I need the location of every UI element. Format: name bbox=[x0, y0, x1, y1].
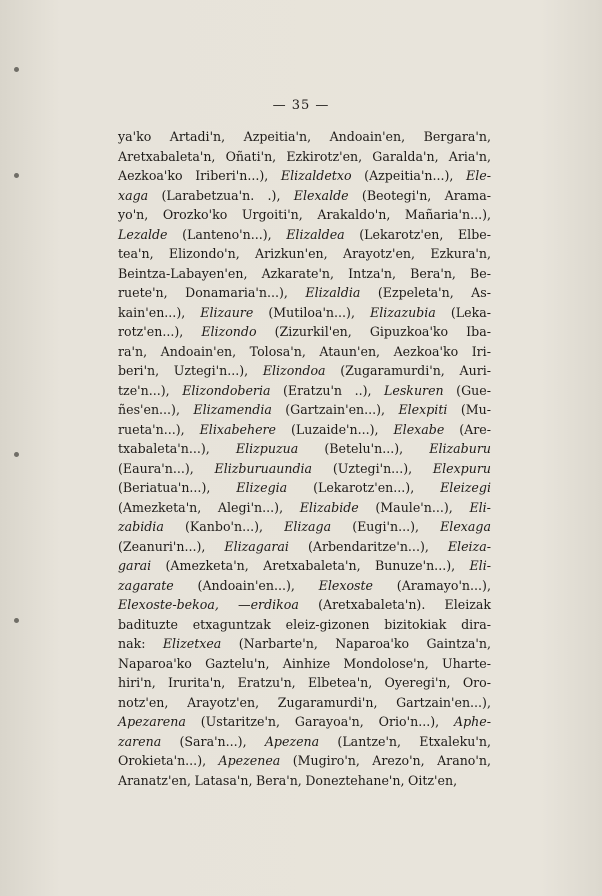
text-word: Eleiza- bbox=[447, 538, 491, 554]
text-word: Bergara'n, bbox=[423, 129, 491, 144]
text-word: Beintza-Labayen'en, bbox=[118, 265, 248, 281]
text-word: Elizaga bbox=[284, 519, 332, 534]
text-word: Elizaldea bbox=[286, 226, 345, 242]
text-word: (Larabetzua'n. bbox=[161, 187, 255, 203]
text-word: ñes'en...), bbox=[118, 402, 180, 417]
text-word: (Mu- bbox=[460, 402, 491, 417]
text-word: Orio'n...), bbox=[378, 714, 440, 729]
text-word: (Gue- bbox=[456, 382, 491, 398]
text-word: Artadi'n, bbox=[169, 129, 226, 144]
text-word: Aphe- bbox=[454, 714, 491, 729]
text-word: Tolosa'n, bbox=[249, 343, 306, 359]
text-word: Gaintza'n, bbox=[426, 636, 491, 651]
text-word: (Betelu'n...), bbox=[324, 441, 404, 456]
text-word: Elexalde bbox=[293, 187, 349, 203]
text-word: Eli- bbox=[469, 499, 491, 515]
text-word: Aretxabaleta'n, bbox=[118, 148, 216, 164]
text-word: (Sara'n...), bbox=[179, 733, 247, 749]
text-word: Aria'n, bbox=[448, 148, 491, 164]
text-word: (Are- bbox=[459, 421, 491, 437]
text-word: Iriberi'n...), bbox=[195, 168, 269, 183]
text-line bbox=[118, 225, 491, 245]
text-word: Gipuzkoa'ko bbox=[369, 324, 449, 339]
text-word: Latasa'n, bbox=[194, 772, 253, 788]
text-word: (Arbendaritze'n...), bbox=[307, 538, 429, 554]
text-word: Apezena bbox=[264, 733, 320, 749]
text-word: Elexpuru bbox=[432, 460, 491, 476]
body-text bbox=[118, 127, 491, 790]
text-word: Ataun'en, bbox=[319, 343, 381, 359]
text-line bbox=[118, 400, 491, 420]
text-word: Ezkura'n, bbox=[430, 246, 491, 261]
text-word: Iba- bbox=[466, 324, 491, 339]
text-line bbox=[118, 205, 491, 225]
text-word: Arizkun'en, bbox=[255, 246, 328, 261]
text-word: Elizegia bbox=[236, 480, 288, 495]
text-word: bizitokiak bbox=[384, 616, 447, 632]
text-word: (Eugi'n...), bbox=[352, 519, 419, 534]
text-line bbox=[118, 459, 491, 479]
text-word: Intza'n, bbox=[348, 265, 397, 281]
text-word: Elizaldia bbox=[305, 285, 361, 300]
text-word: dira- bbox=[461, 616, 491, 632]
text-word: beri'n, bbox=[118, 363, 160, 378]
text-word: Elexoste-bekoa, bbox=[118, 597, 219, 612]
text-word: Elizondoberia bbox=[182, 382, 271, 398]
text-word: Naparoa'ko bbox=[335, 636, 410, 651]
text-line bbox=[118, 712, 491, 732]
text-word: Apezarena bbox=[118, 714, 186, 729]
text-word: Ezkirotz'en, bbox=[286, 148, 363, 164]
text-word: (Lekarotz'en, bbox=[359, 226, 444, 242]
text-word: (Eratzu'n bbox=[283, 382, 343, 398]
text-word: xaga bbox=[118, 187, 149, 203]
text-word: Aezkoa'ko bbox=[118, 168, 183, 183]
text-line bbox=[118, 478, 491, 498]
text-word: Oñati'n, bbox=[225, 148, 277, 164]
text-word: Garalda'n, bbox=[372, 148, 439, 164]
text-word: Auri- bbox=[459, 363, 491, 378]
text-word: (Uztegi'n...), bbox=[332, 460, 413, 476]
text-line bbox=[118, 771, 491, 791]
text-word: (Zizurkil'en, bbox=[274, 324, 352, 339]
text-word: zarena bbox=[118, 733, 162, 749]
text-word: Elexabe bbox=[393, 421, 445, 437]
text-word: Elixabehere bbox=[199, 421, 277, 437]
text-word: Be- bbox=[470, 265, 491, 281]
text-word: Elizondoa bbox=[262, 363, 326, 378]
text-word: (Leka- bbox=[450, 304, 491, 320]
text-word: Mañaria'n...), bbox=[404, 207, 491, 222]
text-word: Arakaldo'n, bbox=[317, 207, 391, 222]
text-word: Elizburuaundia bbox=[214, 460, 313, 476]
text-line bbox=[118, 244, 491, 264]
text-word: Oitz'en, bbox=[408, 772, 458, 788]
text-word: garai bbox=[118, 558, 152, 573]
text-line bbox=[118, 283, 491, 303]
text-line bbox=[118, 303, 491, 323]
text-word: Elexpiti bbox=[398, 402, 448, 417]
text-word: Elizetxea bbox=[162, 636, 222, 651]
text-word: Azkarate'n, bbox=[261, 265, 335, 281]
text-word: Iri- bbox=[471, 343, 491, 359]
text-word: (Lanteno'n...), bbox=[182, 226, 272, 242]
text-word: kain'en...), bbox=[118, 304, 186, 320]
text-line bbox=[118, 654, 491, 674]
text-word: (Amezketa'n, bbox=[165, 558, 249, 573]
text-word: Andoain'en, bbox=[160, 343, 237, 359]
text-line bbox=[118, 381, 491, 401]
text-line bbox=[118, 127, 491, 147]
binding-hole-mark bbox=[14, 452, 19, 457]
text-word: zagarate bbox=[118, 577, 174, 593]
text-word: (Mutiloa'n...), bbox=[268, 304, 355, 320]
text-word: As- bbox=[471, 285, 491, 300]
text-word: Elbe- bbox=[457, 226, 491, 242]
text-line bbox=[118, 634, 491, 654]
text-word: Garayoa'n, bbox=[294, 714, 364, 729]
text-word: Eratzu'n, bbox=[237, 675, 296, 690]
text-line bbox=[118, 693, 491, 713]
text-word: Leskuren bbox=[384, 382, 444, 398]
text-word: Ainhize bbox=[282, 655, 331, 671]
text-word: eleiz-gizonen bbox=[285, 616, 370, 632]
text-word: (Eaura'n...), bbox=[118, 460, 194, 476]
text-line bbox=[118, 322, 491, 342]
text-word: notz'en, bbox=[118, 694, 169, 710]
binding-hole-mark bbox=[14, 67, 19, 72]
text-word: Alegi'n...), bbox=[217, 499, 284, 515]
text-word: —erdikoa bbox=[238, 597, 299, 612]
text-word: Naparoa'ko bbox=[118, 655, 192, 671]
text-word: Eleizegi bbox=[440, 480, 491, 495]
text-line bbox=[118, 576, 491, 596]
text-word: Bunuze'n...), bbox=[374, 558, 456, 573]
text-word: (Amezketa'n, bbox=[118, 499, 202, 515]
text-word: Mondolose'n, bbox=[343, 655, 429, 671]
text-word: Elizpuzua bbox=[235, 441, 299, 456]
text-line bbox=[118, 147, 491, 167]
text-word: ra'n, bbox=[118, 343, 148, 359]
text-line bbox=[118, 498, 491, 518]
text-word: zabidia bbox=[118, 519, 164, 534]
text-line bbox=[118, 517, 491, 537]
text-word: Irurita'n, bbox=[168, 675, 226, 690]
text-word: Uztegi'n...), bbox=[173, 363, 249, 378]
text-word: Arayotz'en, bbox=[187, 694, 260, 710]
binding-hole-mark bbox=[14, 173, 19, 178]
text-word: tze'n...), bbox=[118, 382, 170, 398]
text-word: Orokieta'n...), bbox=[118, 753, 207, 768]
text-word: (Ezpeleta'n, bbox=[377, 285, 454, 300]
text-word: (Lekarotz'en...), bbox=[313, 480, 415, 495]
text-word: ruete'n, bbox=[118, 285, 168, 300]
text-word: Orozko'ko bbox=[162, 207, 228, 222]
text-line bbox=[118, 342, 491, 362]
text-word: Oro- bbox=[462, 675, 491, 690]
text-line bbox=[118, 751, 491, 771]
text-line bbox=[118, 595, 491, 615]
text-word: Arezo'n, bbox=[372, 753, 425, 768]
text-word: (Zeanuri'n...), bbox=[118, 538, 206, 554]
text-word: Zugaramurdi'n, bbox=[277, 694, 378, 710]
text-word: txabaleta'n...), bbox=[118, 441, 210, 456]
text-word: Eli- bbox=[469, 558, 491, 573]
text-line bbox=[118, 166, 491, 186]
text-line bbox=[118, 420, 491, 440]
text-word: Gartzain'en...), bbox=[396, 694, 491, 710]
text-word: Gaztelu'n, bbox=[205, 655, 270, 671]
text-line bbox=[118, 732, 491, 752]
text-line bbox=[118, 673, 491, 693]
text-word: Arayotz'en, bbox=[342, 246, 416, 261]
text-word: (Azpeitia'n...), bbox=[364, 168, 454, 183]
text-word: Donamaria'n...), bbox=[185, 285, 288, 300]
text-word: ..), bbox=[354, 382, 372, 398]
text-word: (Kanbo'n...), bbox=[184, 519, 264, 534]
text-word: etxaguntzak bbox=[192, 616, 271, 632]
text-word: Etxaleku'n, bbox=[419, 733, 491, 749]
text-word: badituzte bbox=[118, 616, 178, 632]
text-word: Elexoste bbox=[318, 577, 374, 593]
text-line bbox=[118, 439, 491, 459]
text-word: Doneztehane'n, bbox=[305, 772, 405, 788]
text-word: (Mugiro'n, bbox=[292, 753, 360, 768]
page-number: — 35 — bbox=[272, 98, 330, 113]
text-word: (Lantze'n, bbox=[337, 733, 402, 749]
text-line bbox=[118, 615, 491, 635]
text-word: yo'n, bbox=[118, 207, 149, 222]
text-word: Azpeitia'n, bbox=[243, 129, 312, 144]
text-word: (Luzaide'n...), bbox=[290, 421, 379, 437]
text-word: Aezkoa'ko bbox=[393, 343, 459, 359]
text-word: (Andoain'en...), bbox=[197, 577, 295, 593]
text-word: tea'n, bbox=[118, 246, 154, 261]
text-word: (Gartzain'en...), bbox=[285, 402, 386, 417]
text-word: (Beriatua'n...), bbox=[118, 480, 211, 495]
text-word: Elizazubia bbox=[370, 304, 436, 320]
binding-hole-mark bbox=[14, 618, 19, 623]
text-word: (Maule'n...), bbox=[375, 499, 453, 515]
text-word: (Aramayo'n...), bbox=[396, 577, 491, 593]
text-word: Oyeregi'n, bbox=[384, 675, 451, 690]
text-word: (Beotegi'n, bbox=[361, 187, 432, 203]
text-word: Eleizak bbox=[444, 597, 491, 612]
text-line bbox=[118, 361, 491, 381]
text-word: rueta'n...), bbox=[118, 421, 185, 437]
text-word: Elizaburu bbox=[429, 441, 491, 456]
text-word: Aranatz'en, bbox=[118, 772, 191, 788]
text-word: Elizaldetxo bbox=[280, 168, 352, 183]
text-word: Lezalde bbox=[118, 226, 168, 242]
text-word: Elizagarai bbox=[224, 538, 289, 554]
text-word: Bera'n, bbox=[410, 265, 456, 281]
text-word: Arano'n, bbox=[437, 753, 491, 768]
text-word: Elizamendia bbox=[193, 402, 272, 417]
text-word: Arama- bbox=[444, 187, 491, 203]
text-line bbox=[118, 537, 491, 557]
text-word: .), bbox=[267, 187, 281, 203]
text-word: Apezenea bbox=[218, 753, 281, 768]
text-line bbox=[118, 186, 491, 206]
text-word: Elizondo bbox=[201, 324, 257, 339]
text-word: (Aretxabaleta'n). bbox=[318, 597, 426, 612]
text-word: Elizabide bbox=[299, 499, 359, 515]
text-word: Elbetea'n, bbox=[307, 675, 373, 690]
text-word: Elexaga bbox=[440, 519, 491, 534]
text-word: Ele- bbox=[466, 168, 491, 183]
text-word: nak: bbox=[118, 636, 146, 651]
text-word: Elizondo'n, bbox=[168, 246, 240, 261]
text-word: Aretxabaleta'n, bbox=[263, 558, 361, 573]
text-word: Urgoiti'n, bbox=[241, 207, 303, 222]
text-word: hiri'n, bbox=[118, 675, 156, 690]
text-word: Uharte- bbox=[441, 655, 491, 671]
text-line bbox=[118, 264, 491, 284]
text-word: rotz'en...), bbox=[118, 324, 184, 339]
text-line bbox=[118, 556, 491, 576]
text-word: ya'ko bbox=[118, 129, 152, 144]
text-word: (Narbarte'n, bbox=[238, 636, 318, 651]
text-word: Andoain'en, bbox=[329, 129, 406, 144]
text-word: (Zugaramurdi'n, bbox=[340, 363, 445, 378]
text-word: Bera'n, bbox=[256, 772, 302, 788]
text-word: Elizaure bbox=[200, 304, 254, 320]
text-word: (Ustaritze'n, bbox=[200, 714, 281, 729]
